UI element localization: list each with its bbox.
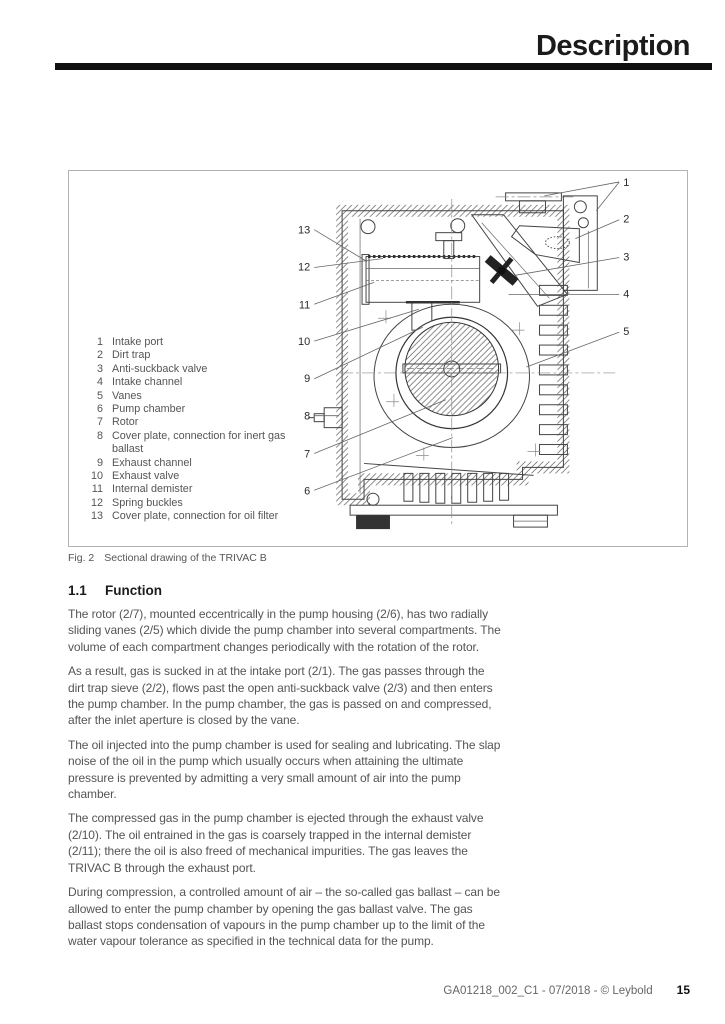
callout-1: 1 <box>623 176 630 189</box>
paragraph: The compressed gas in the pump chamber is ejected through the exhaust valve (2/10). The oil entrained in the gas is coarsely trapped in the internal demister (2/11); there the oil is also freed of mechanical impurities. The gas leaves the TRIVAC B through the exhaust port. <box>68 811 484 875</box>
callout-12: 12 <box>298 261 311 274</box>
legend-item: 7 Rotor <box>96 416 139 429</box>
callout-11: 11 <box>298 299 311 312</box>
legend-item: 5 Vanes <box>96 389 142 402</box>
legend-item: 4 Intake channel <box>96 376 183 389</box>
document-id: GA01218_002_C1 - 07/2018 - © Leybold <box>443 985 653 997</box>
legend-item: 8 Cover plate, connection for inert gas ballast <box>96 429 286 456</box>
legend-item: 2 Dirt trap <box>96 349 151 362</box>
base-plate <box>350 505 557 515</box>
section-function <box>68 583 502 950</box>
callout-3: 3 <box>623 251 630 264</box>
figure-caption-label: Fig. 2 <box>68 552 95 564</box>
callout-10: 10 <box>298 336 311 349</box>
callout-2: 2 <box>623 213 630 226</box>
paragraph: As a result, gas is sucked in at the intake port (2/1). The gas passes through the dirt trap sieve (2/2), flows past the open anti-suckback valve (2/3) and then enters the pump chamber. In the pump chamber, the gas is passed on and compressed, after the inlet aperture is closed by the vane. <box>68 664 493 728</box>
paragraph: The oil injected into the pump chamber is used for sealing and lubricating. The slap noise of the oil in the pump which usually occurs when attaining the ultimate pressure is prevented by admitting a very small amount of air into the pump chamber. <box>68 737 501 802</box>
callout-7: 7 <box>304 448 311 461</box>
page-footer <box>68 983 690 997</box>
legend-item: 9 Exhaust channel <box>96 456 192 469</box>
legend-item: 13 Cover plate, connection for oil filter <box>90 510 279 523</box>
legend-item: 10 Exhaust valve <box>90 470 180 483</box>
callout-8: 8 <box>304 410 311 423</box>
figure-caption-text: Sectional drawing of the TRIVAC B <box>104 552 267 564</box>
callout-6: 6 <box>304 485 311 498</box>
legend-item: 6 Pump chamber <box>96 403 186 416</box>
legend-item: 12 Spring buckles <box>90 496 183 509</box>
callout-13: 13 <box>298 224 311 237</box>
paragraph: During compression, a controlled amount of air – the so-called gas ballast – can be allowed to enter the pump chamber by opening the gas ballast valve. The gas ballast stops condensation of vapours in the pump chamber up to the limit of the water vapour tolerance as specified in the technical data for the pump. <box>68 885 500 949</box>
figure-caption <box>68 552 267 564</box>
header-rule <box>55 63 712 70</box>
page-number: 15 <box>676 983 690 997</box>
page-title: Description <box>535 30 690 62</box>
foot-left <box>356 515 390 529</box>
legend-item: 11 Internal demister <box>91 483 193 496</box>
callout-4: 4 <box>623 288 630 301</box>
legend-item: 3 Anti-suckback valve <box>96 362 208 375</box>
section-heading <box>68 583 502 598</box>
section-title: Function <box>105 583 162 598</box>
section-number: 1.1 <box>68 583 87 598</box>
callout-9: 9 <box>304 372 311 385</box>
figure-legend <box>87 336 319 524</box>
callout-5: 5 <box>623 326 630 339</box>
figure-2-frame <box>68 170 688 547</box>
paragraph: The rotor (2/7), mounted eccentrically in the pump housing (2/6), has two radially sliding vanes (2/5) which divide the pump chamber into several compartments. The volume of each compartment changes periodically with the rotation of the rotor. <box>68 607 501 654</box>
legend-item: 1 Intake port <box>96 336 164 348</box>
